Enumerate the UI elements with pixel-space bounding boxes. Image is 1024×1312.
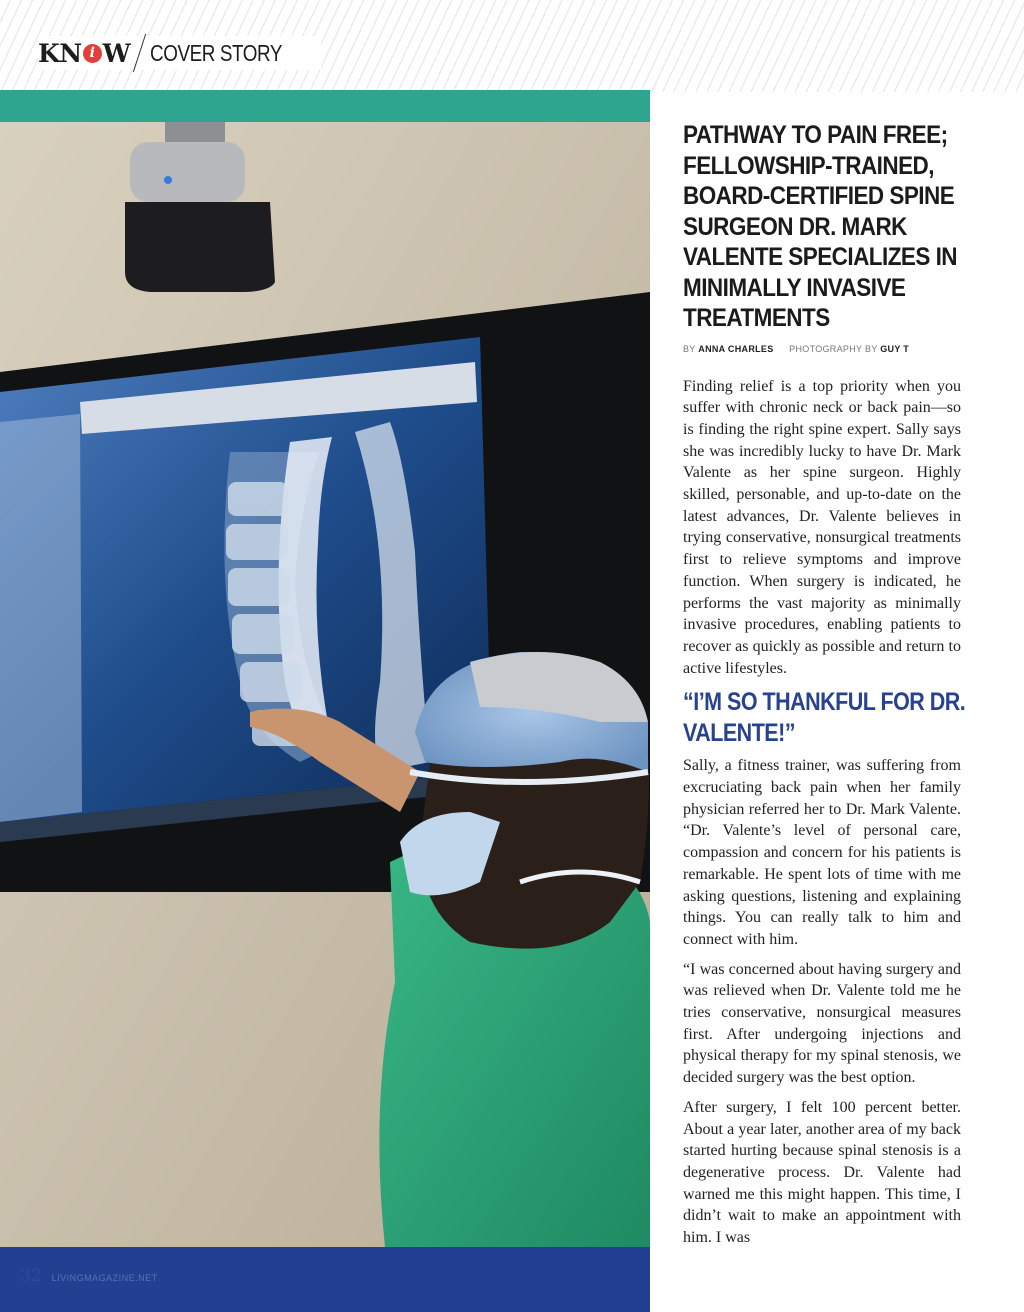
article-paragraph: Finding relief is a top priority when you suffer with chronic neck or back pain—so is finding the right spine expert. Sally says she was incredibly lucky to have Dr. Mark Valente as her spine surgeon. Highly skilled, personable, and up-to-date on the latest advances, Dr. Valente believes in trying conservative, nonsurgical treatments first to relieve symptoms and improve function. When surgery is indicated, he performs the vast majority as minimally invasive procedures, enabling patients to recover as quickly as possible and return to active lifestyles.	[683, 377, 961, 677]
logo-info-icon: i	[83, 44, 102, 63]
photographer-name: GUY T	[880, 343, 910, 354]
pull-quote: “I’M SO THANKFUL FOR DR. VALENTE!”	[683, 688, 966, 748]
byline	[683, 344, 961, 354]
site-url: LIVINGMAGAZINE.NET	[51, 1273, 158, 1283]
page-footer	[20, 1266, 158, 1286]
article-paragraph: Sally, a fitness trainer, was suffering from excruciating back pain when her family physician referred her to Dr. Mark Valente. “Dr. Valente’s level of personal care, compassion and concern for his patients is remarkable. He spent lots of time with me asking questions, listening and explaining things. You can really talk to him and connect with him.	[683, 757, 961, 948]
article-column	[683, 120, 966, 1249]
article-title: PATHWAY TO PAIN FREE; FELLOWSHIP-TRAINED, BOARD-CERTIFIED SPINE SURGEON DR. MARK VALENTE SPECIALIZES IN MINIMALLY INVASIVE TREATMENTS	[683, 121, 957, 332]
know-logo	[38, 39, 130, 68]
article-paragraph: “I was concerned about having surgery and was relieved when Dr. Valente told me he tries conservative, nonsurgical measures first. After undergoing injections and physical therapy for my spinal stenosis, we decided surgery was the best option.	[683, 960, 961, 1087]
section-label: COVER STORY	[150, 39, 283, 66]
article-paragraph: After surgery, I felt 100 percent better. About a year later, another area of my back started hurting because spinal stenosis is a degenerative process. Dr. Valente had warned me this might happen. This time, I didn’t wait to make an appointment with him. I was	[683, 1098, 961, 1247]
logo-text-start: KN	[38, 38, 82, 68]
surgeon-mri-photo	[0, 122, 650, 1247]
author-name: ANNA CHARLES	[698, 343, 774, 354]
logo-text-end: W	[102, 38, 131, 68]
teal-accent-bar	[0, 90, 650, 122]
page-number: 32	[20, 1266, 42, 1286]
header-divider	[133, 34, 146, 72]
magazine-header	[38, 36, 321, 70]
byline-by-label: BY	[683, 343, 696, 354]
photo-credit-label: PHOTOGRAPHY BY	[789, 343, 878, 354]
